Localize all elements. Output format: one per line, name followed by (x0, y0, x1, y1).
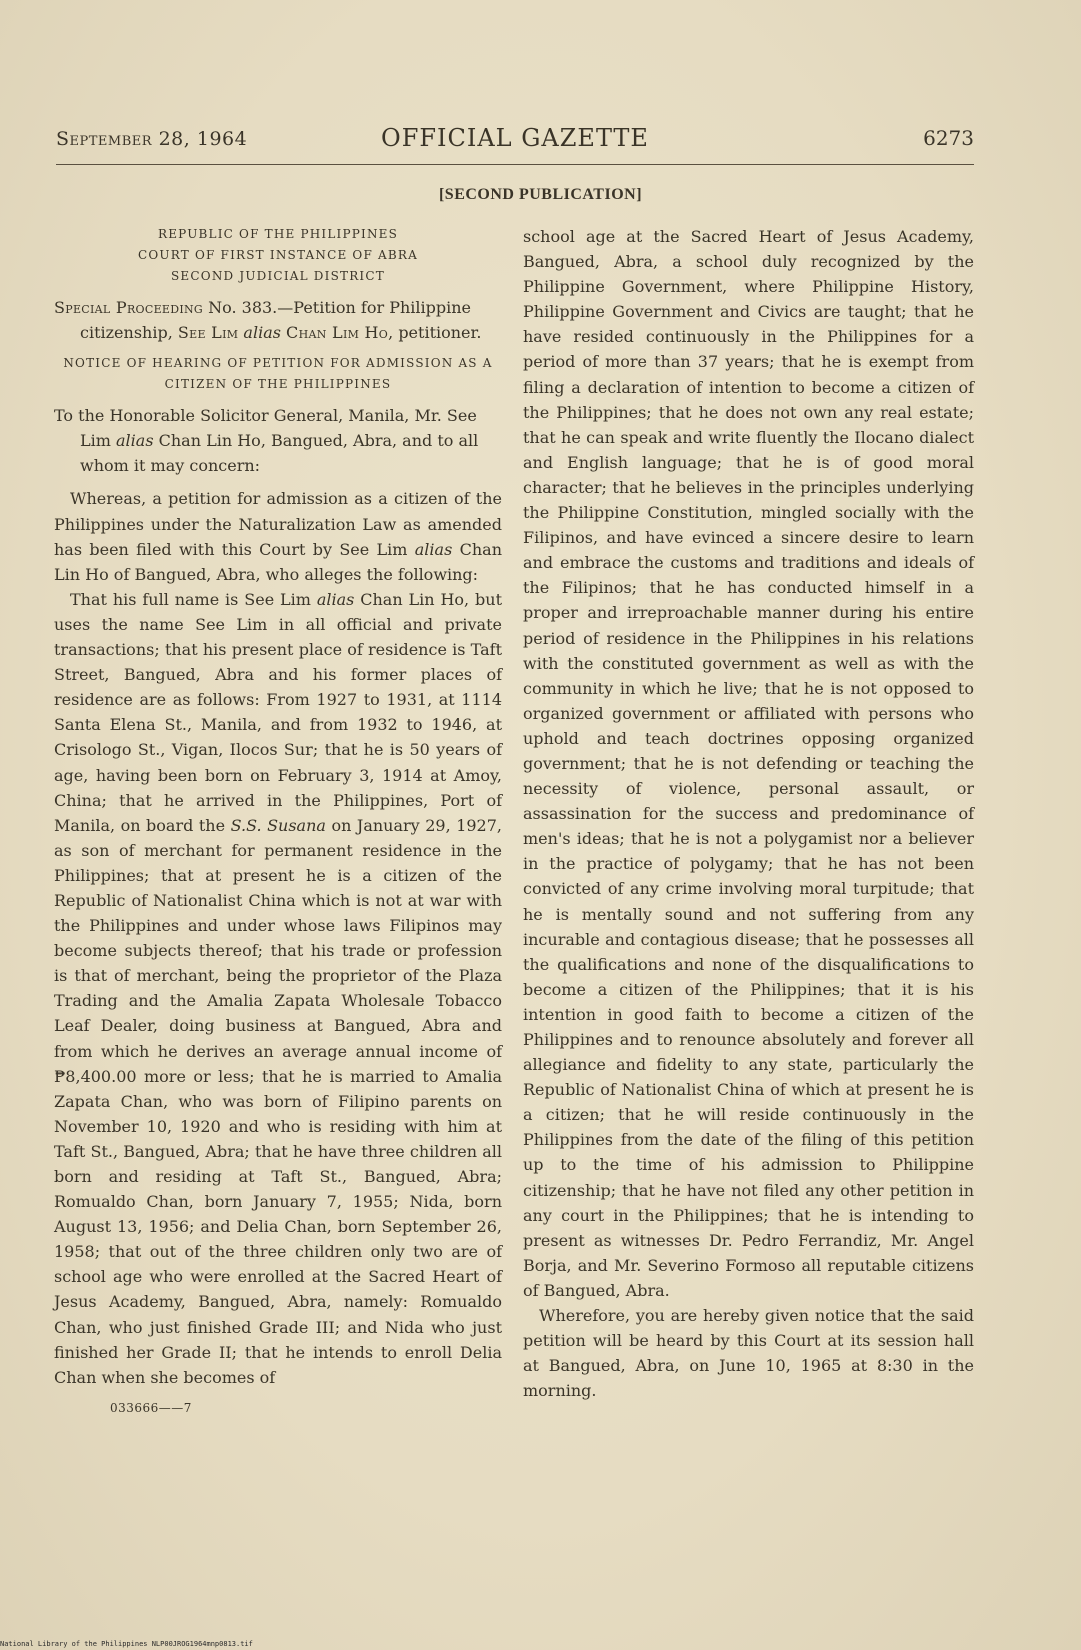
court-line-2: COURT OF FIRST INSTANCE OF ABRA (138, 248, 418, 262)
court-line-1: REPUBLIC OF THE PHILIPPINES (157, 227, 399, 241)
addressee-alias: alias (116, 431, 154, 451)
page-number: 6273 (923, 126, 974, 150)
footer-code: 033666——7 (110, 1400, 192, 1415)
case-number: No. 383. (208, 298, 278, 317)
scan-watermark: National Library of the Philippines NLP00JROG1964mnp0813.tif (0, 1640, 253, 1648)
case-text-b: , petitioner. (388, 323, 482, 343)
issue-date: September 28, 1964 (56, 128, 248, 150)
wherefore-paragraph: Wherefore, you are hereby given notice that the said petition will be heard by this Court at its session hall at Bangued, Abra, on June 10, 1965 at 8:30 in the morning. (523, 1306, 974, 1401)
court-heading (54, 224, 502, 287)
petitioner-name: See Lim (177, 323, 239, 343)
addressee (54, 403, 502, 478)
notice-title: NOTICE OF HEARING OF PETITION FOR ADMISSION AS A CITIZEN OF THE PHILIPPINES (63, 356, 493, 392)
publication-title: OFFICIAL GAZETTE (381, 124, 649, 152)
case-label: Special Proceeding (54, 298, 204, 317)
right-column (523, 224, 974, 1403)
case-text-a: —Petition for Philippine citizenship, (80, 298, 471, 343)
allegations-text-b: Chan Lin Ho, but uses the name See Lim in all official and private transactions; that his present place of residence is Taft Street, Bangued, Abra and his former places of residence are as follows: From 1927 to 1931, at 1114 Santa Elena St., Manila, and from 1932 to 1946, at Crisologo St., Vigan, Ilocos Sur; that he is 50 years of age, having been born on February 3, 1914 at Amoy, China; that he arrived in the Philippines, Port of Manila, on board the (54, 589, 502, 835)
allegations-paragraph (54, 587, 502, 1390)
whereas-paragraph (54, 486, 502, 586)
court-line-3: SECOND JUDICIAL DISTRICT (171, 269, 385, 283)
ship-name: S.S. Susana (230, 815, 326, 835)
alias-word: alias (243, 323, 281, 343)
whereas-text-a: Whereas, a petition for admission as a citizen of the Philippines under the Naturalization Law as amended has been filed with this Court by See Lim (54, 489, 502, 559)
allegations-text-a: That his full name is See Lim (70, 589, 317, 609)
addressee-text-b: Chan Lin Ho, Bangued, Abra, and to all whom it may concern: (80, 431, 479, 476)
left-column (54, 224, 502, 1421)
publication-tag: [SECOND PUBLICATION] (438, 186, 643, 203)
whereas-alias: alias (414, 539, 453, 559)
allegations-continued: school age at the Sacred Heart of Jesus Academy, Bangued, Abra, a school duly recognized by the Philippine Government, where Philippine History, Philippine Government and Civics are taught; that he have resided continuously in the Philippines for a period of more than 37 years; that he is exempt from filing a declaration of intention to become a citizen of the Philippines; that he does not own any real estate; that he can speak and write fluently the Ilocano dialect and English language; that he is of good moral character; that he believes in the principles underlying the Philippine Constitution, mingled socially with the Filipinos, and have evinced a sincere desire to learn and embrace the customs and traditions and ideals of the Filipinos; that he has conducted himself in a proper and irreproachable manner during his entire period of residence in the Philippines in his relations with the constituted government as well as with the community in which he live; that he is not opposed to organized government or affiliated with persons who uphold and teach doctrines opposing organized government; that he is not defending or teaching the necessity of violence, personal assault, or assassination for the success and predominance of men's ideas; that he is not a polygamist nor a believer in the practice of polygamy; that he has not been convicted of any crime involving moral turpitude; that he is mentally sound and not suffering from any incurable and contagious disease; that he possesses all the qualifications and none of the disqualifications to become a citizen of the Philippines; that it is his intention in good faith to become a citizen of the Philippines and to renounce absolutely and forever all allegiance and fidelity to any state, particularly the Republic of Nationalist China of which at present he is a citizen; that he will reside continuously in the Philippines from the date of the filing of this petition up to the time of his admission to Philippine citizenship; that he have not filed any other petition in any court in the Philippines; that he is intending to present as witnesses Dr. Pedro Ferrandiz, Mr. Angel Borja, and Mr. Severino Formoso all reputable citizens of Bangued, Abra. (523, 227, 974, 1300)
whereas-text-b: Chan Lin Ho of Bangued, Abra, who alleges the following: (54, 539, 502, 584)
allegations-alias: alias (316, 589, 355, 609)
addressee-text-a: To the Honorable Solicitor General, Manila, Mr. See Lim (54, 406, 477, 451)
allegations-text-c: on January 29, 1927, as son of merchant for permanent residence in the Philippines; that at present he is a citizen of the Republic of Nationalist China which is not at war with the Philippines and under whose laws Filipinos may become subjects thereof; that his trade or profession is that of merchant, being the proprietor of the Plaza Trading and the Amalia Zapata Wholesale Tobacco Leaf Dealer, doing business at Bangued, Abra and from which he derives an average annual income of ₱8,400.00 more or less; that he is married to Amalia Zapata Chan, who was born of Filipino parents on November 10, 1920 and who is residing with him at Taft St., Bangued, Abra; that he have three children all born and residing at Taft St., Bangued, Abra; Romualdo Chan, born January 7, 1955; Nida, born August 13, 1956; and Delia Chan, born September 26, 1958; that out of the three children only two are of school age who were enrolled at the Sacred Heart of Jesus Academy, Bangued, Abra, namely: Romualdo Chan, who just finished Grade III; and Nida who just finished her Grade II; that he intends to enroll Delia Chan when she becomes of (54, 815, 503, 1387)
header-rule (56, 164, 974, 165)
page-header (56, 124, 974, 164)
case-caption (54, 295, 502, 345)
petitioner-alias-name: Chan Lim Ho (286, 323, 389, 343)
